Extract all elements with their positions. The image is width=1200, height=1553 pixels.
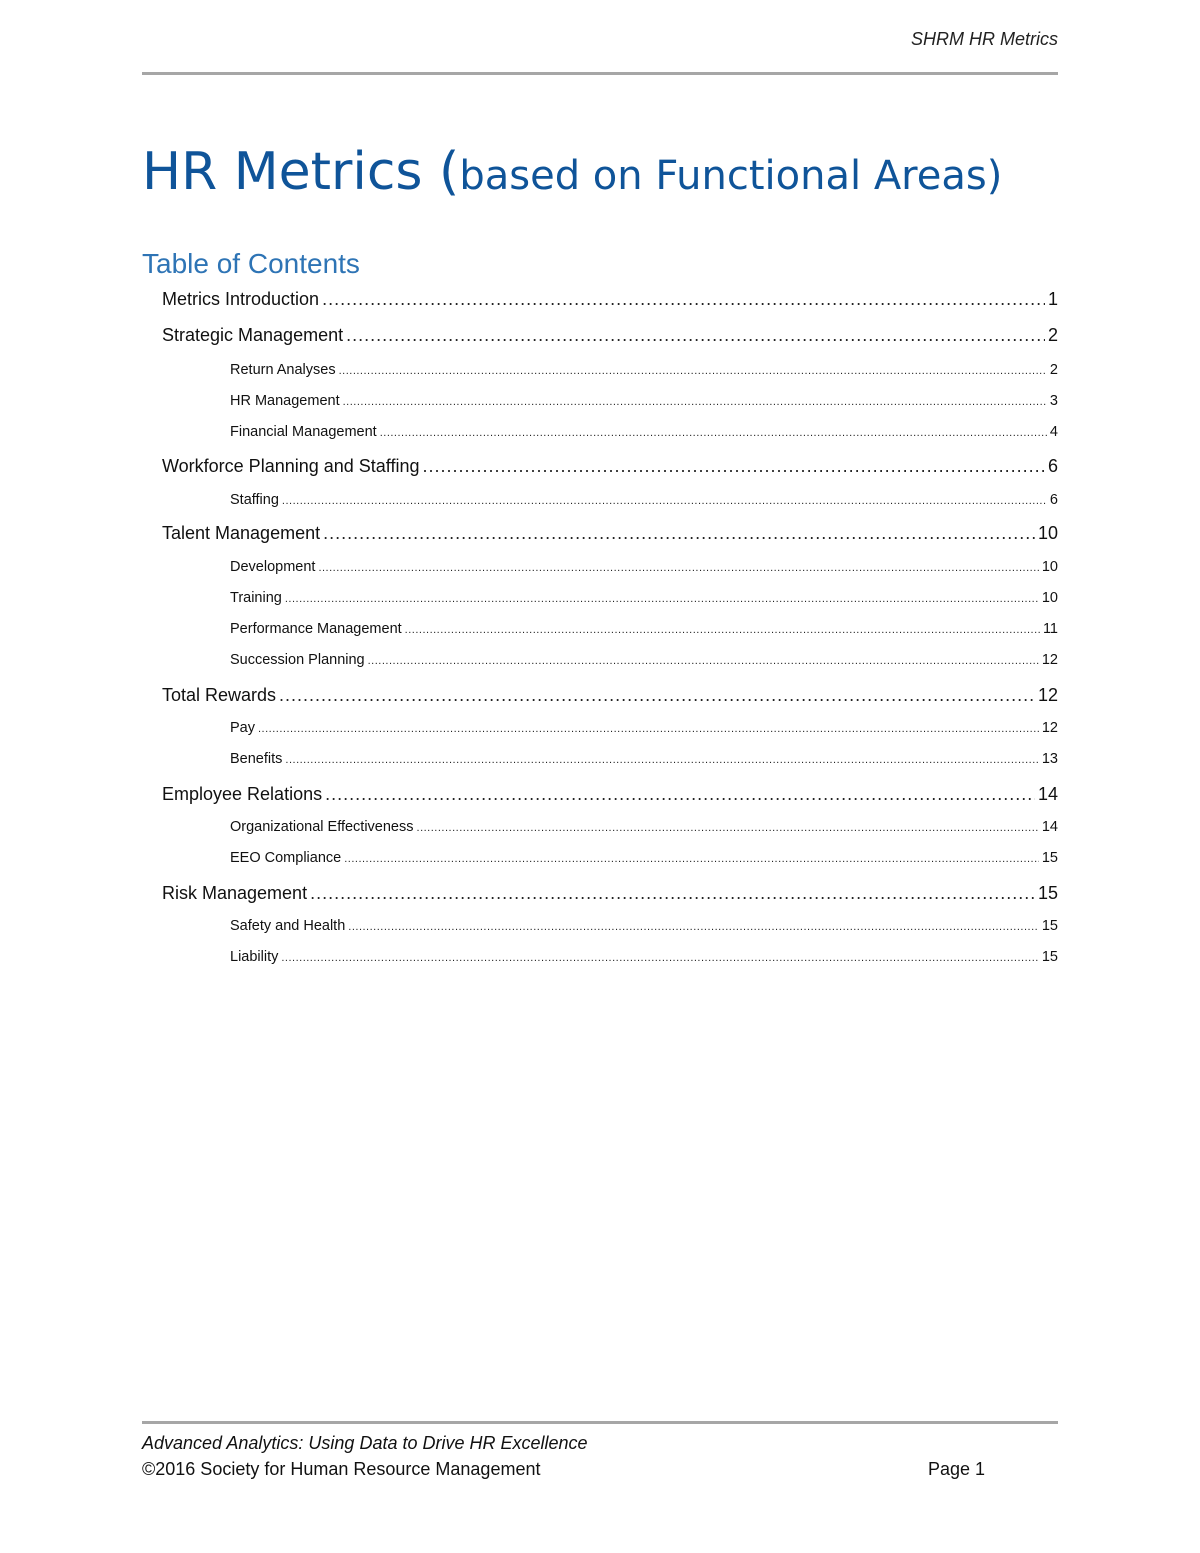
toc-entry-label: Succession Planning bbox=[230, 652, 365, 668]
toc-entry-label: Pay bbox=[230, 720, 255, 736]
toc-entry-label: EEO Compliance bbox=[230, 850, 342, 866]
toc-dot-leader bbox=[339, 365, 1047, 377]
document-title-sub: based on Functional Areas) bbox=[459, 153, 1003, 199]
toc-entry[interactable] bbox=[162, 784, 1058, 805]
toc-dot-leader bbox=[346, 325, 1045, 346]
footer-page-number: Page 1 bbox=[928, 1459, 986, 1479]
toc-entry-page: 1 bbox=[1047, 289, 1058, 309]
toc-entry[interactable] bbox=[162, 325, 1058, 346]
toc-dot-leader bbox=[282, 495, 1047, 507]
toc-entry-page: 15 bbox=[1041, 918, 1058, 934]
document-title-main: HR Metrics ( bbox=[142, 142, 460, 202]
toc-dot-leader bbox=[380, 427, 1047, 439]
toc-subentry[interactable] bbox=[230, 652, 1058, 668]
toc-entry-label: Metrics Introduction bbox=[162, 289, 320, 309]
toc-entry-label: Workforce Planning and Staffing bbox=[162, 456, 420, 476]
toc-entry[interactable] bbox=[162, 456, 1058, 477]
toc-subentry[interactable] bbox=[230, 590, 1058, 606]
footer-series-title: Advanced Analytics: Using Data to Drive HR Excellence bbox=[142, 1433, 588, 1453]
toc-dot-leader bbox=[417, 822, 1039, 834]
toc-dot-leader bbox=[258, 723, 1039, 735]
toc-entry-page: 2 bbox=[1049, 362, 1058, 378]
toc-entry-label: Strategic Management bbox=[162, 325, 344, 345]
toc-heading: Table of Contents bbox=[142, 248, 360, 279]
toc-entry-page: 15 bbox=[1037, 883, 1058, 903]
toc-entry-label: Benefits bbox=[230, 751, 283, 767]
toc-entry-label: Talent Management bbox=[162, 523, 321, 543]
toc-entry-page: 12 bbox=[1041, 652, 1058, 668]
toc-entry-label: Financial Management bbox=[230, 424, 377, 440]
toc-entry-page: 11 bbox=[1042, 621, 1058, 637]
toc-subentry[interactable] bbox=[230, 850, 1058, 866]
toc-dot-leader bbox=[368, 655, 1039, 667]
toc-entry-page: 3 bbox=[1049, 393, 1058, 409]
toc-entry-label: Safety and Health bbox=[230, 918, 346, 934]
toc-subentry[interactable] bbox=[230, 559, 1058, 575]
toc-dot-leader bbox=[285, 754, 1038, 766]
toc-entry[interactable] bbox=[162, 523, 1058, 544]
toc-subentry[interactable] bbox=[230, 393, 1058, 409]
toc-dot-leader bbox=[405, 624, 1040, 636]
toc-subentry[interactable] bbox=[230, 949, 1058, 965]
toc-dot-leader bbox=[318, 562, 1038, 574]
toc-entry-page: 15 bbox=[1041, 949, 1058, 965]
toc-subentry[interactable] bbox=[230, 751, 1058, 767]
toc-entry-label: Risk Management bbox=[162, 883, 308, 903]
header-rule bbox=[142, 72, 1058, 75]
toc-entry-page: 15 bbox=[1041, 850, 1058, 866]
toc-entry-page: 6 bbox=[1049, 492, 1058, 508]
toc-entry[interactable] bbox=[162, 883, 1058, 904]
toc-entry-page: 2 bbox=[1047, 325, 1058, 345]
toc-dot-leader bbox=[344, 853, 1039, 865]
document-title bbox=[142, 142, 1003, 202]
toc-entry[interactable] bbox=[162, 685, 1058, 706]
footer-copyright: ©2016 Society for Human Resource Management bbox=[142, 1459, 541, 1479]
toc-dot-leader bbox=[310, 883, 1035, 904]
toc-entry-label: Staffing bbox=[230, 492, 279, 508]
toc-subentry[interactable] bbox=[230, 492, 1058, 508]
toc-dot-leader bbox=[322, 289, 1045, 310]
toc-entry-label: Employee Relations bbox=[162, 784, 323, 804]
toc-subentry[interactable] bbox=[230, 720, 1058, 736]
toc-entry-label: Organizational Effectiveness bbox=[230, 819, 414, 835]
toc-entry-page: 12 bbox=[1041, 720, 1058, 736]
toc-entry-label: Training bbox=[230, 590, 282, 606]
page-header-title: SHRM HR Metrics bbox=[911, 29, 1058, 49]
toc-entry-page: 6 bbox=[1047, 456, 1058, 476]
toc-dot-leader bbox=[423, 456, 1045, 477]
toc-dot-leader bbox=[348, 921, 1039, 933]
toc-entry-page: 10 bbox=[1041, 590, 1058, 606]
toc-entry[interactable] bbox=[162, 289, 1058, 310]
toc-subentry[interactable] bbox=[230, 819, 1058, 835]
toc-dot-leader bbox=[285, 593, 1039, 605]
toc-dot-leader bbox=[279, 685, 1035, 706]
toc-entry-page: 12 bbox=[1037, 685, 1058, 705]
toc-dot-leader bbox=[343, 396, 1047, 408]
toc-entry-label: Performance Management bbox=[230, 621, 402, 637]
toc-entry-label: Liability bbox=[230, 949, 279, 965]
footer-rule bbox=[142, 1421, 1058, 1424]
toc-dot-leader bbox=[325, 784, 1035, 805]
toc-subentry[interactable] bbox=[230, 362, 1058, 378]
toc-entry-page: 14 bbox=[1037, 784, 1058, 804]
toc-entry-label: HR Management bbox=[230, 393, 340, 409]
toc-entry-label: Return Analyses bbox=[230, 362, 336, 378]
toc-entry-page: 10 bbox=[1037, 523, 1058, 543]
toc-subentry[interactable] bbox=[230, 918, 1058, 934]
toc-entry-page: 14 bbox=[1041, 819, 1058, 835]
toc-dot-leader bbox=[281, 952, 1039, 964]
toc-entry-page: 13 bbox=[1041, 751, 1058, 767]
toc-entry-page: 10 bbox=[1041, 559, 1058, 575]
toc-entry-label: Total Rewards bbox=[162, 685, 277, 705]
toc-dot-leader bbox=[323, 523, 1035, 544]
toc-subentry[interactable] bbox=[230, 621, 1058, 637]
toc-entry-page: 4 bbox=[1049, 424, 1058, 440]
toc-entry-label: Development bbox=[230, 559, 316, 575]
toc-subentry[interactable] bbox=[230, 424, 1058, 440]
